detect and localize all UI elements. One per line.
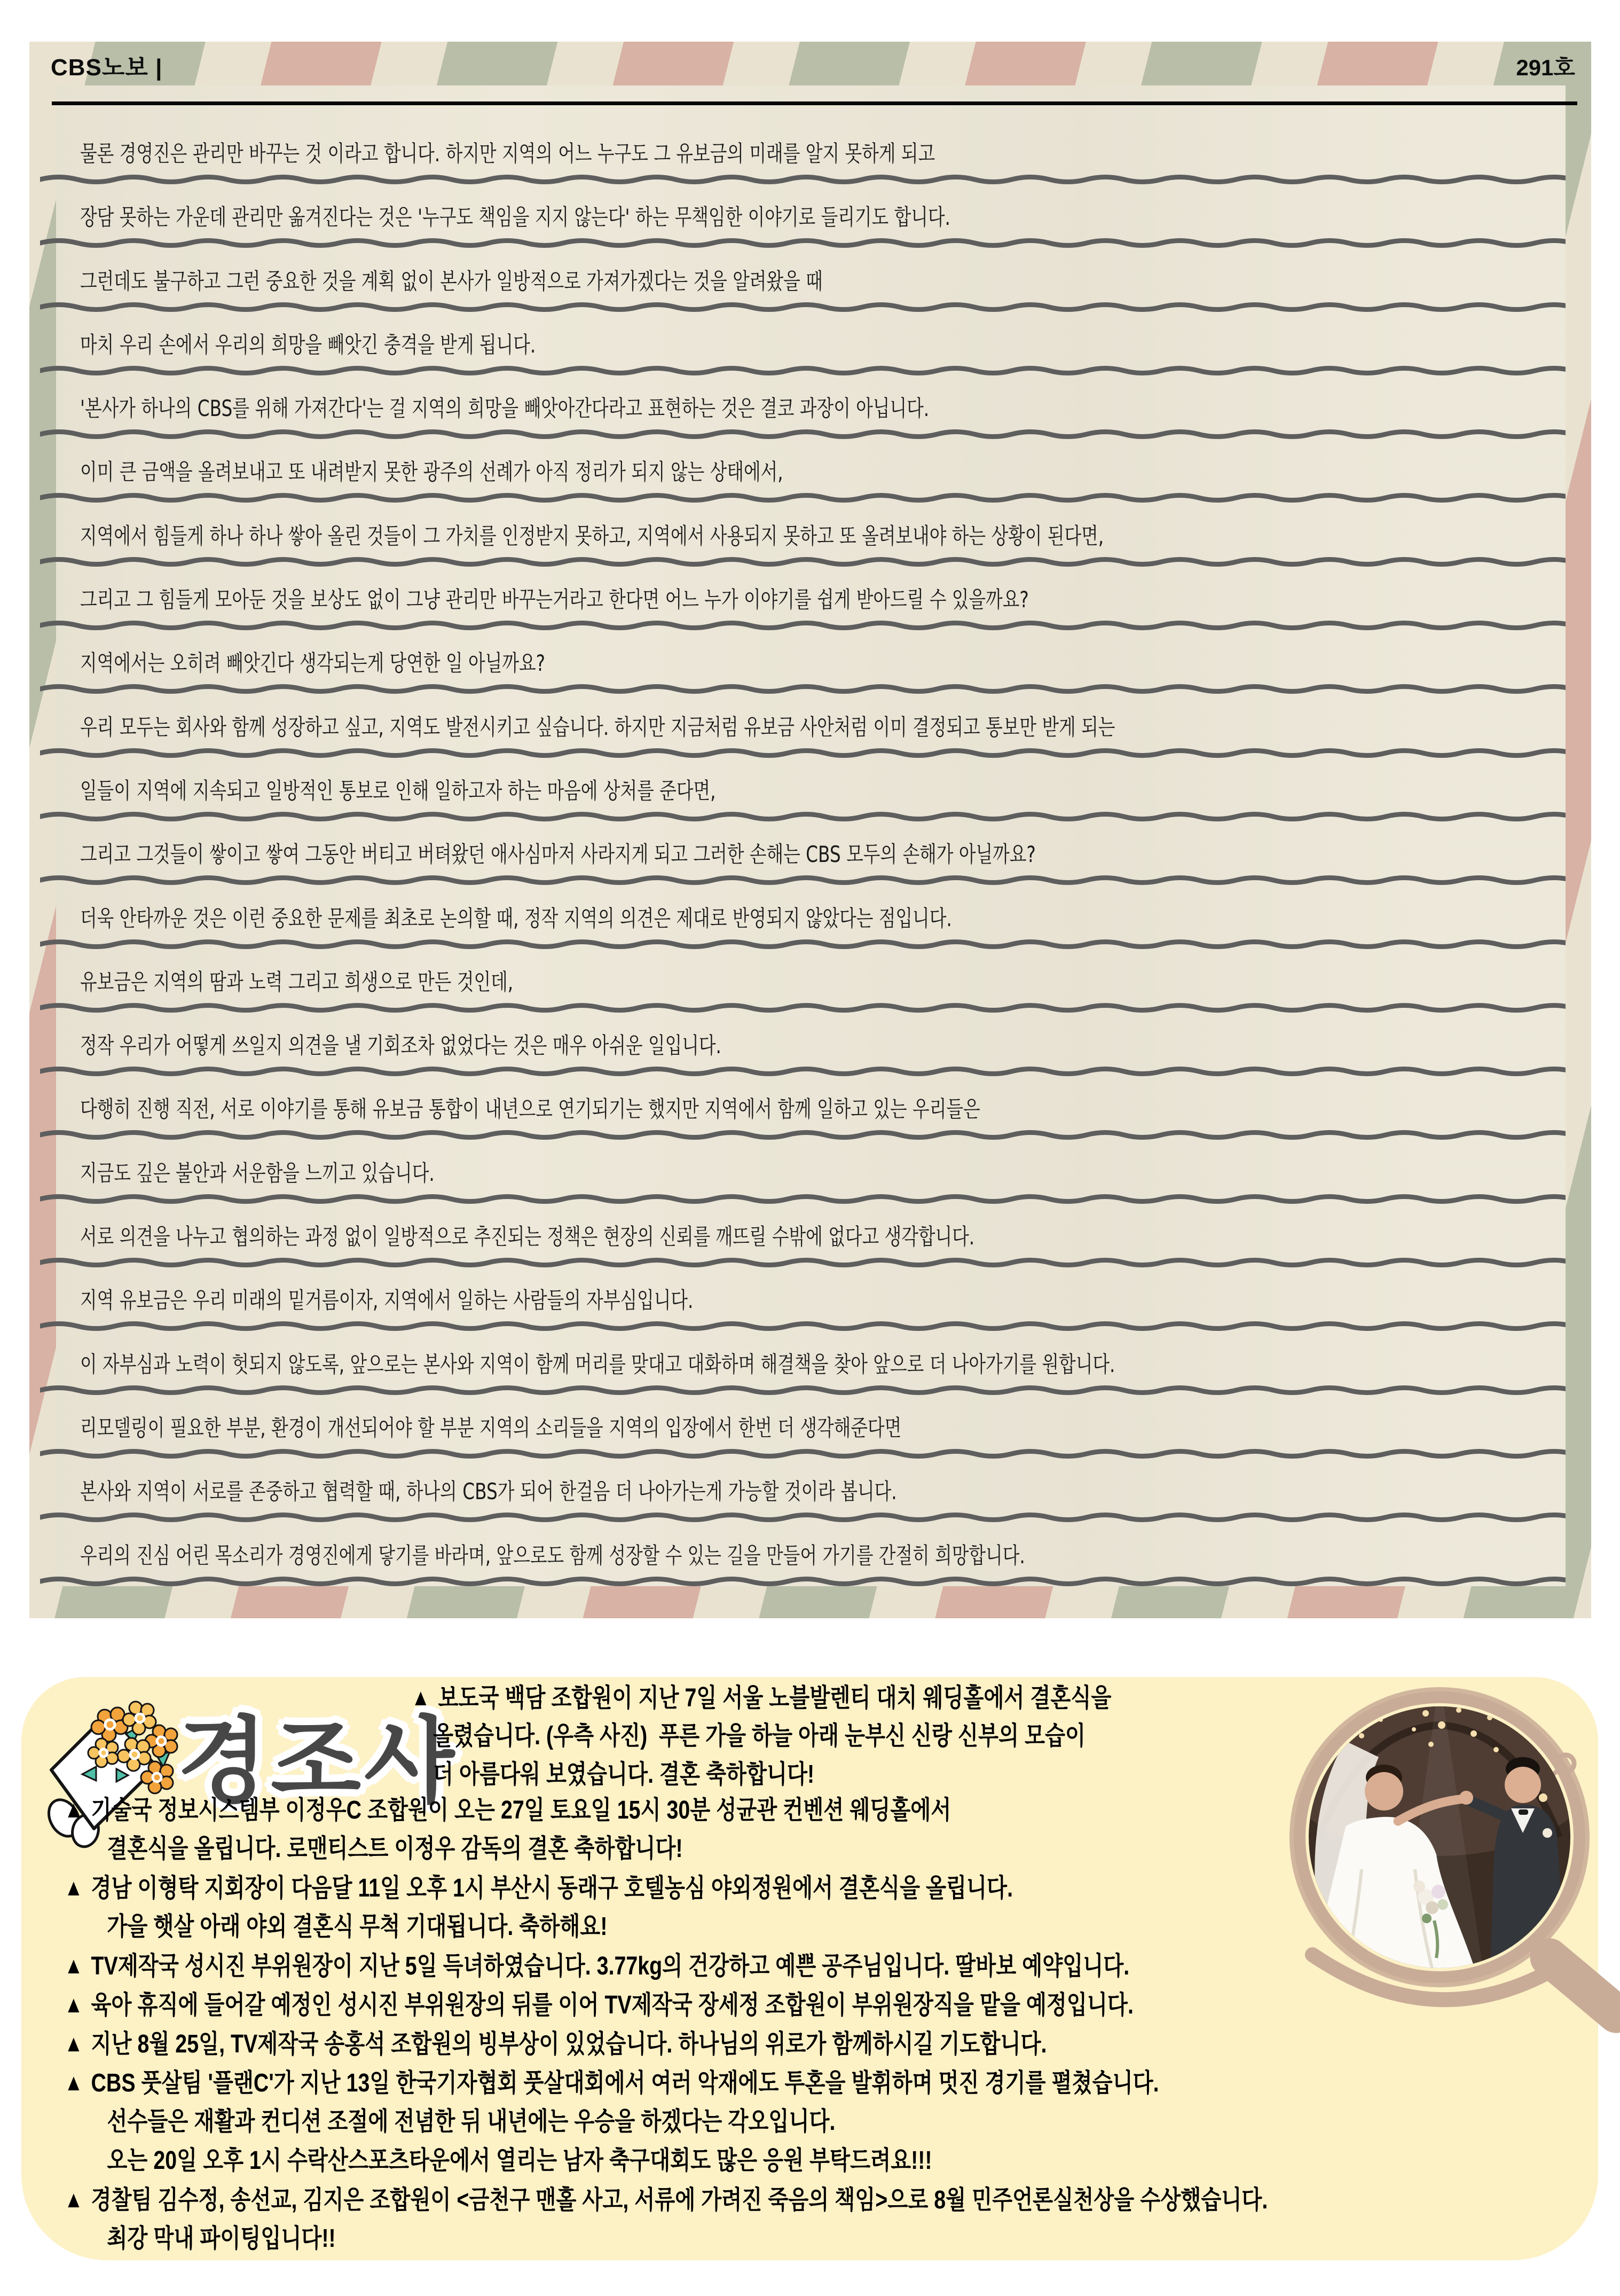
letter-line-text: 리모델링이 필요한 부분, 환경이 개선되어야 할 부분 지역의 소리들을 지역의 입장에서 한번 더 생각해준다면: [80, 1414, 902, 1441]
announcement-line: ▲ TV제작국 성시진 부위원장이 지난 5일 득녀하였습니다. 3.77kg의 건강하고 예쁜 공주님입니다. 딸바보 예약입니다.: [64, 1949, 1577, 1988]
letter-line-text: 다행히 진행 직전, 서로 이야기를 통해 유보금 통합이 내년으로 연기되기는 했지만 지역에서 함께 일하고 있는 우리들은: [80, 1096, 980, 1123]
wavy-divider: [40, 493, 1566, 503]
letter-line-row: [29, 1219, 1591, 1283]
wavy-divider: [40, 1194, 1566, 1204]
letter-line-row: [29, 519, 1591, 582]
letter-line-text: '본사가 하나의 CBS를 위해 가져간다'는 걸 지역의 희망을 빼앗아간다라고 표현하는 것은 결코 과장이 아닙니다.: [80, 395, 930, 422]
announcement-line: 올렸습니다. (우측 사진) 푸른 가을 하늘 아래 눈부신 신랑 신부의 모습이: [433, 1722, 1086, 1750]
announcement-line: 오는 20일 오후 1시 수락산스포츠타운에서 열리는 남자 축구대회도 많은 응원 부탁드려요!!!: [107, 2146, 932, 2175]
section-title: 경조사: [177, 1710, 458, 1814]
letter-line-text: 지금도 깊은 불안과 서운함을 느끼고 있습니다.: [80, 1159, 435, 1186]
letter-line-row: [29, 455, 1591, 518]
letter-line-row: [29, 136, 1591, 200]
wavy-divider: [40, 1577, 1566, 1586]
triangle-bullet-icon: ▲: [64, 2031, 83, 2057]
wavy-divider: [40, 1130, 1566, 1140]
letter-line-text: 지역에서 힘들게 하나 하나 쌓아 올린 것들이 그 가치를 인정받지 못하고, 지역에서 사용되지 못하고 또 올려보내야 하는 상황이 된다면,: [80, 522, 1104, 549]
letter-line-row: [29, 1156, 1591, 1219]
letter-line-text: 이 자부심과 노력이 헛되지 않도록, 앞으로는 본사와 지역이 함께 머리를 맞대고 대화하며 해결책을 찾아 앞으로 더 나아가기를 원합니다.: [80, 1351, 1115, 1377]
wavy-divider: [40, 557, 1566, 567]
letter-line-row: [29, 1347, 1591, 1410]
wavy-divider: [40, 1385, 1566, 1395]
letter-line-text: 더욱 안타까운 것은 이런 중요한 문제를 최초로 논의할 때, 정작 지역의 의견은 제대로 반영되지 않았다는 점입니다.: [80, 905, 952, 931]
letter-body: [29, 136, 1591, 1602]
letter-line-row: [29, 1474, 1591, 1538]
letter-line-text: 그리고 그 힘들게 모아둔 것을 보상도 없이 그냥 관리만 바꾸는거라고 한다면 어느 누가 이야기를 쉽게 받아드릴 수 있을까요?: [80, 586, 1029, 613]
letter-line-row: [29, 1283, 1591, 1346]
wavy-divider: [40, 1067, 1566, 1076]
triangle-bullet-icon: ▲: [64, 1953, 83, 1979]
wavy-divider: [40, 302, 1566, 312]
letter-line-text: 본사와 지역이 서로를 존중하고 협력할 때, 하나의 CBS가 되어 한걸음 더 나아가는게 가능할 것이라 봅니다.: [80, 1478, 897, 1505]
news-panel: [21, 1677, 1598, 2260]
announcement-line: 결혼식을 올립니다. 로맨티스트 이정우 감독의 결혼 축하합니다!: [107, 1835, 683, 1863]
letter-line-row: [29, 200, 1591, 263]
letter-line-row: [29, 773, 1591, 837]
header-rule: [52, 101, 1577, 105]
letter-line-row: [29, 264, 1591, 327]
announcement-line: ▲ 지난 8월 25일, TV제작국 송홍석 조합원의 빙부상이 있었습니다. 하나님의 위로가 함께하시길 기도합니다.: [64, 2027, 1577, 2066]
triangle-bullet-icon: ▲: [411, 1684, 430, 1711]
wavy-divider: [40, 1258, 1566, 1267]
letter-line-text: 그런데도 불구하고 그런 중요한 것을 계획 없이 본사가 일방적으로 가져가겠다는 것을 알려왔을 때: [80, 268, 823, 294]
announcement-line: ▲ CBS 풋살팀 '플랜C'가 지난 13일 한국기자협회 풋살대회에서 여러 악재에도 투혼을 발휘하며 멋진 경기를 펼쳤습니다.: [64, 2066, 1577, 2105]
letter-line-text: 정작 우리가 어떻게 쓰일지 의견을 낼 기회조차 없었다는 것은 매우 아쉬운 일입니다.: [80, 1032, 721, 1059]
announcement-line: 선수들은 재활과 컨디션 조절에 전념한 뒤 내년에는 우승을 하겠다는 각오입니다.: [107, 2107, 836, 2136]
announcement-line: 가을 햇살 아래 야외 결혼식 무척 기대됩니다. 축하해요!: [107, 1913, 608, 1941]
wavy-divider: [40, 1003, 1566, 1013]
letter-line-text: 유보금은 지역의 땀과 노력 그리고 희생으로 만든 것인데,: [80, 968, 514, 995]
letter-line-row: [29, 1092, 1591, 1155]
letter-line-text: 마치 우리 손에서 우리의 희망을 빼앗긴 충격을 받게 됩니다.: [80, 331, 536, 358]
wavy-divider: [40, 238, 1566, 248]
wavy-divider: [40, 1513, 1566, 1522]
wavy-divider: [40, 366, 1566, 375]
letter-line-row: [29, 327, 1591, 391]
triangle-bullet-icon: ▲: [64, 1875, 83, 1901]
letter-line-row: [29, 710, 1591, 773]
letter-line-row: [29, 582, 1591, 646]
letter-line-text: 물론 경영진은 관리만 바꾸는 것 이라고 합니다. 하지만 지역의 어느 누구도 그 유보금의 미래를 알지 못하게 되고: [80, 140, 935, 167]
triangle-bullet-icon: ▲: [64, 2070, 83, 2096]
letter-line-row: [29, 901, 1591, 965]
wavy-divider: [40, 1321, 1566, 1331]
letter-line-row: [29, 1028, 1591, 1092]
letter-line-text: 이미 큰 금액을 올려보내고 또 내려받지 못한 광주의 선례가 아직 정리가 되지 않는 상태에서,: [80, 459, 783, 485]
wedding-photo-frame: [1255, 1645, 1620, 2051]
letter-line-row: [29, 837, 1591, 900]
letter-line-row: [29, 391, 1591, 455]
masthead: CBS노보 |: [51, 54, 163, 81]
letter-line-row: [29, 965, 1591, 1028]
letter-line-text: 우리 모두는 회사와 함께 성장하고 싶고, 지역도 발전시키고 싶습니다. 하지만 지금처럼 유보금 사안처럼 이미 결정되고 통보만 받게 되는: [80, 714, 1115, 740]
wavy-divider: [40, 429, 1566, 439]
letter-line-text: 장담 못하는 가운데 관리만 옮겨진다는 것은 '누구도 책임을 지지 않는다' 하는 무책임한 이야기로 들리기도 합니다.: [80, 204, 950, 231]
wavy-divider: [40, 748, 1566, 758]
wavy-divider: [40, 875, 1566, 885]
wavy-divider: [40, 812, 1566, 821]
announcement-first-item: [411, 1681, 1319, 1797]
wavy-divider: [40, 1449, 1566, 1459]
letter-line-row: [29, 646, 1591, 709]
wedding-photo: [1255, 1645, 1620, 2051]
wavy-divider: [40, 621, 1566, 630]
letter-line-row: [29, 1538, 1591, 1602]
triangle-bullet-icon: ▲: [64, 1992, 83, 2018]
announcement-line: 최강 막내 파이팅입니다!!: [107, 2224, 336, 2253]
letter-line-text: 지역 유보금은 우리 미래의 밑거름이자, 지역에서 일하는 사람들의 자부심입니다.: [80, 1287, 694, 1314]
letter-line-text: 일들이 지역에 지속되고 일방적인 통보로 인해 일하고자 하는 마음에 상처를 준다면,: [80, 777, 716, 804]
letter-line-text: 그리고 그것들이 쌓이고 쌓여 그동안 버티고 버텨왔던 애사심마저 사라지게 되고 그러한 손해는 CBS 모두의 손해가 아닐까요?: [80, 841, 1036, 868]
letter-line-text: 지역에서는 오히려 빼앗긴다 생각되는게 당연한 일 아닐까요?: [80, 650, 546, 677]
letter-panel: [29, 42, 1591, 1618]
announcement-line: ▲ 보도국 백담 조합원이 지난 7일 서울 노블발렌티 대치 웨딩홀에서 결혼식을: [411, 1681, 1319, 1720]
announcement-line: ▲ 육아 휴직에 들어갈 예정인 성시진 부위원장의 뒤를 이어 TV제작국 장세정 조합원이 부위원장직을 맡을 예정입니다.: [64, 1988, 1577, 2027]
wavy-divider: [40, 175, 1566, 184]
triangle-bullet-icon: ▲: [64, 1797, 83, 1823]
announcement-line: ▲ 기술국 정보시스템부 이정우C 조합원이 오는 27일 토요일 15시 30분 성균관 컨벤션 웨딩홀에서: [64, 1793, 1577, 1832]
announcement-line: ▲ 경찰팀 김수정, 송선교, 김지은 조합원이 <금천구 맨홀 사고, 서류에 가려진 죽음의 책임>으로 8월 민주언론실천상을 수상했습니다.: [64, 2183, 1577, 2222]
wavy-divider: [40, 939, 1566, 949]
issue-number: 291호: [1516, 55, 1575, 80]
wavy-divider: [40, 684, 1566, 694]
letter-line-text: 우리의 진심 어린 목소리가 경영진에게 닿기를 바라며, 앞으로도 함께 성장할 수 있는 길을 만들어 가기를 간절히 희망합니다.: [80, 1542, 1025, 1569]
triangle-bullet-icon: ▲: [64, 2187, 83, 2213]
announcement-line: ▲ 경남 이형탁 지회장이 다음달 11일 오후 1시 부산시 동래구 호텔농심 야외정원에서 결혼식을 올립니다.: [64, 1871, 1577, 1910]
letter-line-row: [29, 1410, 1591, 1474]
announcement-line: 더 아름다워 보였습니다. 결혼 축하합니다!: [433, 1760, 815, 1789]
letter-line-text: 서로 의견을 나누고 협의하는 과정 없이 일방적으로 추진되는 정책은 현장의 신뢰를 깨뜨릴 수밖에 없다고 생각합니다.: [80, 1224, 975, 1250]
